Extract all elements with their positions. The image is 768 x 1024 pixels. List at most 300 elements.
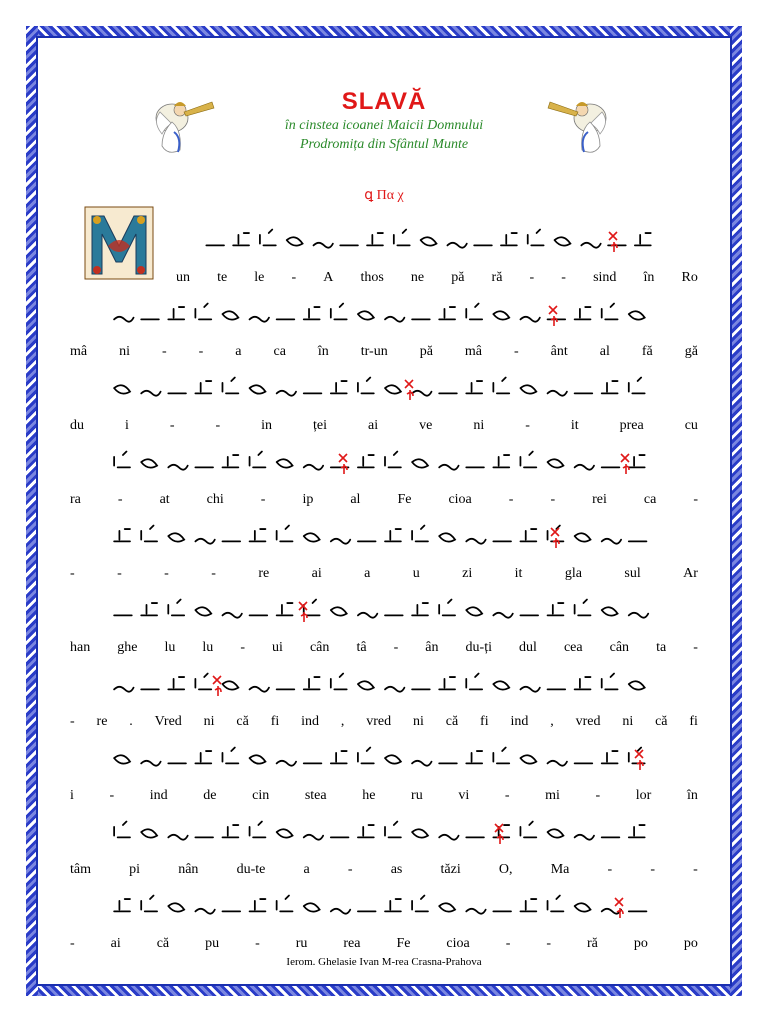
lyric-syllable: sul [624,566,641,581]
lyric-syllable: ca [643,492,657,507]
lyric-syllable: po [633,936,648,951]
neume-sign [412,896,428,912]
neume-sign [114,755,130,763]
lyric-syllable: - [117,492,123,507]
neume-sign [250,529,266,541]
neume-sign [493,378,509,394]
neume-sign [277,896,293,912]
neume-sign [629,825,645,837]
lyric-syllable: vred [366,714,392,729]
neume-row [72,892,698,922]
neume-sign [250,899,266,911]
lyric-syllable: pi [129,862,141,877]
neume-sign [195,607,211,615]
neume-sign [141,761,160,766]
lyric-syllable: că [445,714,459,729]
lyric-syllable: gla [564,566,582,581]
neume-sign [385,755,401,763]
lyric-syllable: ind [301,714,320,729]
neume-sign [520,452,536,468]
lyric-syllable: chi [206,492,224,507]
footer-credit: Ierom. Ghelasie Ivan M-rea Crasna-Prahova [286,956,482,968]
lyric-syllable: mâ [70,344,88,359]
martyria-sign [210,672,226,698]
neume-sign [250,822,266,838]
neume-sign [304,677,320,689]
neume-sign [575,307,591,319]
neume-sign [602,539,621,544]
lyric-syllable: in [261,418,273,433]
neume-sign [304,307,320,319]
lyric-syllable: - [70,936,75,951]
martyria-sign [402,376,418,402]
lyric-syllable: Vred [154,714,182,729]
lyric-syllable: re [258,566,270,581]
lyric-syllable: at [159,492,170,507]
lyric-syllable: Ar [683,566,698,581]
lyric-syllable: tâ [356,640,367,655]
lyric-syllable: Ro [681,270,698,285]
lyric-syllable: A [323,270,334,285]
lyric-syllable: te [217,270,228,285]
neume-sign [548,391,567,396]
lyric-syllable: ne [410,270,425,285]
neume-sign [277,603,293,615]
lyric-syllable: du-ți [465,640,492,655]
lyric-syllable: în [317,344,329,359]
lyric-syllable: - [693,492,698,507]
neume-sign [141,896,157,912]
lyric-syllable: ru [411,788,423,803]
lyric-syllable: a [364,566,371,581]
neume-sign [168,600,184,616]
neume-sign [114,687,133,692]
lyric-syllable: ru [295,936,308,951]
lyric-syllable: dul [519,640,537,655]
lyric-syllable: - [693,862,698,877]
neume-sign [602,751,618,763]
lyric-syllable: cioa [446,936,470,951]
lyric-syllable: cea [563,640,583,655]
neume-sign [277,761,296,766]
neume-sign [439,465,458,470]
lyric-syllable: - [595,788,601,803]
martyria-sign [546,302,562,328]
lyric-syllable: po [683,936,698,951]
neume-sign [548,603,564,615]
lyric-syllable: lu [164,640,176,655]
neume-sign [331,909,350,914]
lyric-syllable: - [525,418,530,433]
lyric-syllable: u [412,566,420,581]
lyric-syllable: - [347,862,353,877]
lyric-syllable: cân [609,640,630,655]
lyric-syllable: - [169,418,175,433]
lyric-syllable: - [546,936,552,951]
lyric-syllable: - [161,344,167,359]
neume-sign [141,603,157,615]
lyric-syllable: - [529,270,535,285]
neume-sign [168,677,184,689]
neume-sign [602,381,618,393]
neume-sign [629,681,645,689]
neume-sign [520,385,536,393]
neume-sign [114,452,130,468]
lyric-syllable: - [607,862,613,877]
neume-sign [304,835,323,840]
lyric-syllable: - [70,566,75,581]
neume-sign [367,233,383,245]
neume-sign [260,230,276,246]
lyric-syllable: - [508,492,514,507]
neume-sign [394,230,410,246]
lyric-syllable: ni [473,418,485,433]
neume-sign [195,751,211,763]
neume-sign [313,243,332,248]
subtitle-line-2: Prodromița din Sfântul Munte [299,137,469,152]
neume-sign [358,681,374,689]
neume-sign [250,385,266,393]
neume-sign [331,304,347,320]
lyric-syllable: O, [498,862,513,877]
lyric-syllable: ân [425,640,439,655]
lyric-syllable: vred [575,714,601,729]
neume-sign [195,381,211,393]
lyric-syllable: ței [313,418,328,433]
lyric-syllable: thos [360,270,384,285]
lyric-syllable: cu [684,418,698,433]
lyric-syllable: mi [545,788,560,803]
neume-sign [358,825,374,837]
lyric-syllable: - [561,270,566,285]
neume-sign [114,385,130,393]
lyric-syllable: ip [302,492,314,507]
lyric-syllable: gă [684,344,698,359]
neume-sign [528,230,544,246]
neume-sign [575,600,591,616]
neume-sign [222,311,238,319]
lyric-syllable: ghe [117,640,138,655]
neume-sign [141,391,160,396]
neume-sign [385,899,401,911]
lyric-syllable: în [686,788,698,803]
lyric-syllable: re [96,714,108,729]
martyria-sign [548,524,564,550]
neume-sign [602,674,618,690]
lyric-syllable: ind [149,788,168,803]
neume-sign [629,311,645,319]
neume-sign [575,903,591,911]
lyric-syllable: ta [656,640,667,655]
neume-sign [358,455,374,467]
lyric-syllable: ră [491,270,503,285]
lyric-syllable: tâm [70,862,91,877]
lyric-syllable: sind [593,270,617,285]
lyric-syllable: fă [641,344,653,359]
lyric-line [70,418,698,434]
neume-sign [114,529,130,541]
lyric-syllable: , [340,714,345,729]
neume-sign [250,317,269,322]
neume-sign [141,829,157,837]
neume-sign [501,233,517,245]
neume-sign [168,465,187,470]
lyric-syllable: - [117,566,122,581]
lyric-syllable: as [390,862,403,877]
neume-sign [222,378,238,394]
neume-sign [493,681,509,689]
neume-sign [250,452,266,468]
neume-sign [548,459,564,467]
lyric-syllable: un [176,270,190,285]
neume-sign [250,687,269,692]
neume-sign [439,533,455,541]
mode-signature: ꝗ Πα χ [364,188,404,203]
lyric-syllable: că [236,714,249,729]
lyric-syllable: ca [273,344,286,359]
neume-sign [439,835,458,840]
neume-sign [447,243,466,248]
lyric-syllable: - [215,418,221,433]
lyric-syllable: it [570,418,579,433]
lyric-syllable: han [70,640,91,655]
neume-sign [331,539,350,544]
lyric-syllable: - [393,640,399,655]
neume-sign [412,526,428,542]
neume-row [72,522,698,552]
lyric-syllable: tăzi [440,862,461,877]
lyric-syllable: - [291,270,297,285]
neume-sign [520,899,536,911]
lyric-syllable: că [156,936,170,951]
neume-sign [233,233,249,245]
lyric-line [70,862,698,878]
lyric-syllable: vi [458,788,470,803]
neume-sign [575,835,594,840]
lyric-syllable: - [70,714,75,729]
lyric-syllable: - [109,788,115,803]
lyric-syllable: he [362,788,376,803]
neume-sign [439,307,455,319]
neume-sign [575,533,591,541]
neume-sign [222,455,238,467]
neume-sign [168,903,184,911]
neume-sign [304,533,320,541]
neume-sign [331,751,347,763]
lyric-syllable: - [260,492,266,507]
neume-sign [222,825,238,837]
lyric-syllable: de [203,788,217,803]
illuminated-initial-letter [84,206,154,280]
neume-sign [385,822,401,838]
neume-sign [439,903,455,911]
lyric-syllable: fi [480,714,489,729]
lyric-syllable: it [514,566,523,581]
neume-sign [168,835,187,840]
neume-row [72,596,698,626]
lyric-syllable: că [655,714,668,729]
subtitle-line-1: în cinstea icoanei Maicii Domnului [284,118,484,133]
neume-sign [331,381,347,393]
lyric-syllable: prea [619,418,644,433]
lyric-syllable: Fe [396,936,411,951]
lyric-syllable: rei [592,492,607,507]
neume-sign [385,385,401,393]
lyric-syllable: ve [419,418,433,433]
neume-sign [385,317,404,322]
lyric-line [70,936,698,952]
lyric-syllable: fi [270,714,280,729]
neume-sign [412,761,431,766]
lyric-syllable: - [693,640,698,655]
neume-sign [277,391,296,396]
neume-sign [548,829,564,837]
neume-sign [466,751,482,763]
neume-sign [331,674,347,690]
lyric-syllable: stea [304,788,327,803]
lyric-syllable: - [255,936,260,951]
neume-sign [466,304,482,320]
martyria-sign [296,598,312,624]
neume-sign [629,613,648,618]
neume-sign [548,761,567,766]
neume-sign [195,674,211,690]
lyric-line [70,344,698,360]
lyric-syllable: - [164,566,169,581]
neume-row [72,670,698,700]
neume-sign [493,613,512,618]
lyric-syllable: fi [689,714,698,729]
lyric-syllable: ni [622,714,634,729]
neume-sign [520,822,536,838]
neume-sign [385,687,404,692]
lyric-syllable: în [643,270,655,285]
initial-letter-text: M [119,250,120,251]
neume-row [72,374,698,404]
lyric-syllable: pă [419,344,433,359]
neume-sign [602,304,618,320]
lyric-syllable: ai [311,566,322,581]
lyric-line [70,640,698,656]
neume-sign [520,687,539,692]
neume-sign [358,378,374,394]
lyric-syllable: ni [412,714,424,729]
neume-sign [287,237,303,245]
lyric-syllable: , [550,714,554,729]
neume-sign [520,755,536,763]
lyric-syllable: - [198,344,204,359]
neume-sign [466,539,485,544]
neume-sign [358,311,374,319]
neume-sign [493,311,509,319]
lyric-syllable: cioa [448,492,472,507]
lyric-syllable: rea [343,936,361,951]
neume-sign [635,233,651,245]
lyric-syllable: i [124,418,129,433]
lyric-line [70,714,698,730]
neume-sign [629,378,645,394]
neume-row [72,744,698,774]
neume-sign [439,600,455,616]
lyric-syllable: cin [252,788,270,803]
neume-sign [575,677,591,689]
martyria-sign [606,228,622,254]
lyric-syllable: ind [510,714,529,729]
neume-sign [555,237,571,245]
lyric-syllable: pă [451,270,465,285]
lyric-syllable: pu [205,936,220,951]
lyric-line [70,492,698,508]
neume-sign [358,613,377,618]
martyria-sign [632,746,648,772]
neume-sign [412,459,428,467]
lyric-syllable: - [240,640,246,655]
martyria-sign [618,450,634,476]
neume-sign [575,465,594,470]
lyric-line [176,270,698,286]
lyric-syllable: ră [586,936,598,951]
neume-sign [385,452,401,468]
lyric-syllable: - [211,566,216,581]
lyric-syllable: - [514,344,519,359]
lyric-syllable: mâ [464,344,483,359]
neume-sign [195,304,211,320]
neume-sign [581,243,600,248]
neume-sign [277,829,293,837]
neume-sign [358,748,374,764]
neume-sign [141,459,157,467]
lyric-syllable: ai [110,936,121,951]
neume-sign [168,533,184,541]
lyric-syllable: al [350,492,361,507]
lyric-syllable: Ma [550,862,570,877]
neume-sign [114,822,130,838]
neume-sign [222,613,241,618]
neume-row [72,300,698,330]
neume-sign [412,829,428,837]
neume-sign [602,607,618,615]
lyric-syllable: - [550,492,556,507]
neume-sign [250,755,266,763]
neume-sign [304,903,320,911]
neume-sign [277,459,293,467]
neume-row [72,448,698,478]
neume-row [72,818,698,848]
neume-sign [466,674,482,690]
lyric-syllable: Fe [397,492,412,507]
neume-sign [222,748,238,764]
lyric-syllable: lor [635,788,652,803]
martyria-sign [336,450,352,476]
neume-sign [520,529,536,541]
lyric-syllable: - [650,862,656,877]
lyric-syllable: al [599,344,610,359]
lyric-syllable: cân [309,640,330,655]
neume-sign [277,526,293,542]
lyric-syllable: ni [203,714,215,729]
neume-sign [195,539,214,544]
neume-sign [385,529,401,541]
neume-sign [520,317,539,322]
neume-sign [412,603,428,615]
lyric-syllable: ra [70,492,81,507]
lyric-syllable: lu [202,640,214,655]
lyric-syllable: . [129,714,133,729]
lyric-line [70,788,698,804]
lyric-syllable: le [254,270,265,285]
lyric-syllable: tr-un [360,344,388,359]
neume-sign [548,896,564,912]
